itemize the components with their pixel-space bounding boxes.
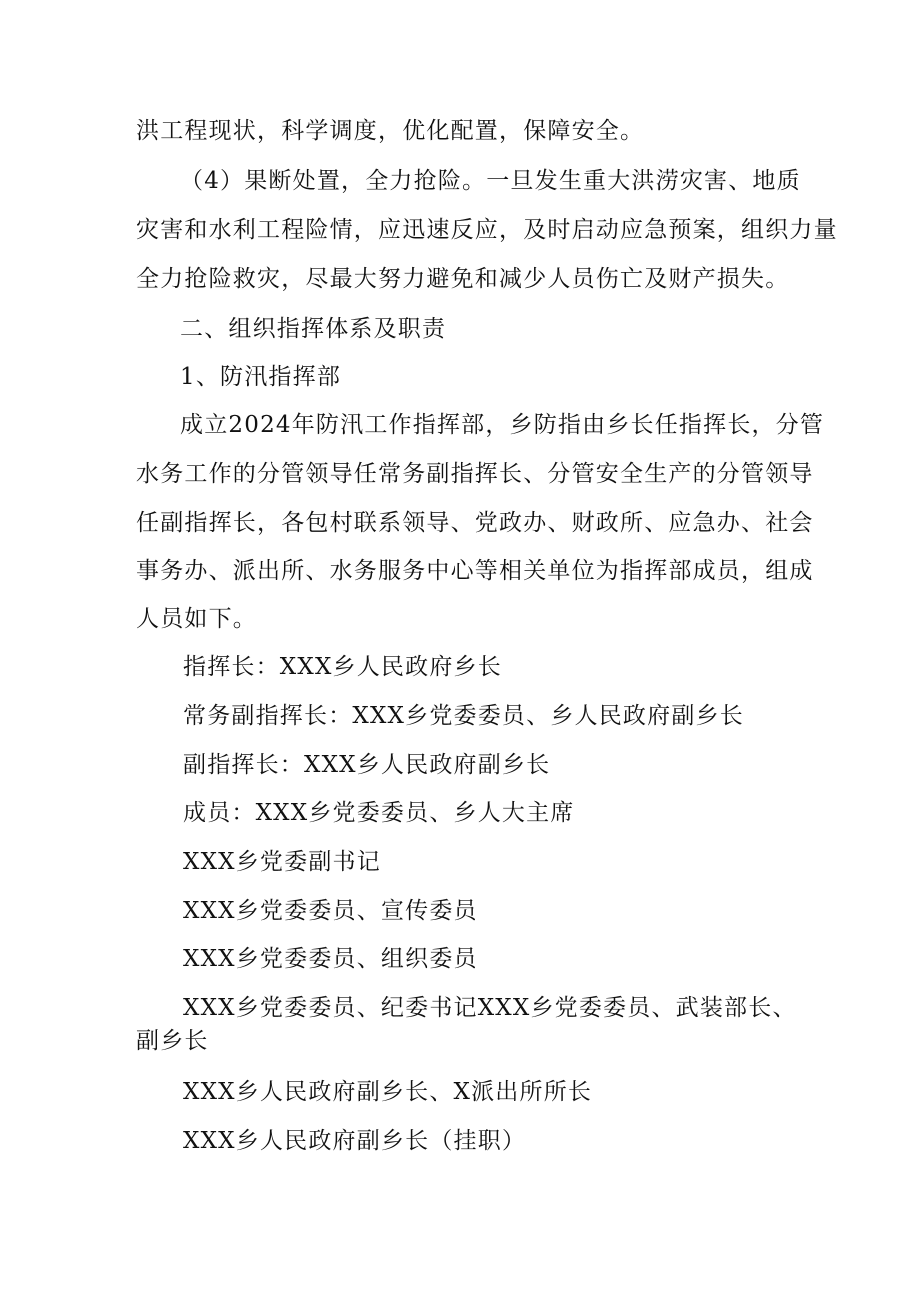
member-line: 指挥长：XXX乡人民政府乡长 bbox=[183, 654, 502, 680]
member-line: XXX乡党委委员、纪委书记XXX乡党委委员、武装部长、 bbox=[183, 995, 797, 1021]
member-line: XXX乡党委委员、组织委员 bbox=[183, 946, 478, 972]
member-line: XXX乡人民政府副乡长、X派出所所长 bbox=[183, 1079, 593, 1105]
text-line: 人员如下。 bbox=[136, 606, 257, 632]
section-heading: 二、组织指挥体系及职责 bbox=[180, 316, 447, 342]
text-line: 全力抢险救灾，尽最大努力避免和减少人员伤亡及财产损失。 bbox=[136, 266, 790, 292]
member-line: 常务副指挥长：XXX乡党委委员、乡人民政府副乡长 bbox=[183, 703, 744, 729]
text-line: 事务办、派出所、水务服务中心等相关单位为指挥部成员，组成 bbox=[136, 558, 814, 584]
member-line: 副指挥长：XXX乡人民政府副乡长 bbox=[183, 752, 551, 778]
text-line: （4）果断处置，全力抢险。一旦发生重大洪涝灾害、地质 bbox=[180, 168, 801, 194]
subsection-heading: 1、防汛指挥部 bbox=[180, 364, 342, 390]
member-line: 成员：XXX乡党委委员、乡人大主席 bbox=[183, 800, 575, 826]
member-line: XXX乡人民政府副乡长（挂职） bbox=[183, 1128, 527, 1154]
member-line: XXX乡党委副书记 bbox=[183, 849, 381, 875]
text-line: 洪工程现状，科学调度，优化配置，保障安全。 bbox=[136, 118, 645, 144]
text-line: 水务工作的分管领导任常务副指挥长、分管安全生产的分管领导 bbox=[136, 461, 814, 487]
member-line: 副乡长 bbox=[136, 1028, 209, 1054]
text-line: 灾害和水利工程险情，应迅速反应，及时启动应急预案，组织力量 bbox=[136, 217, 838, 243]
text-line: 任副指挥长，各包村联系领导、党政办、财政所、应急办、社会 bbox=[136, 510, 814, 536]
member-line: XXX乡党委委员、宣传委员 bbox=[183, 898, 478, 924]
text-line: 成立2024年防汛工作指挥部，乡防指由乡长任指挥长，分管 bbox=[180, 412, 825, 438]
